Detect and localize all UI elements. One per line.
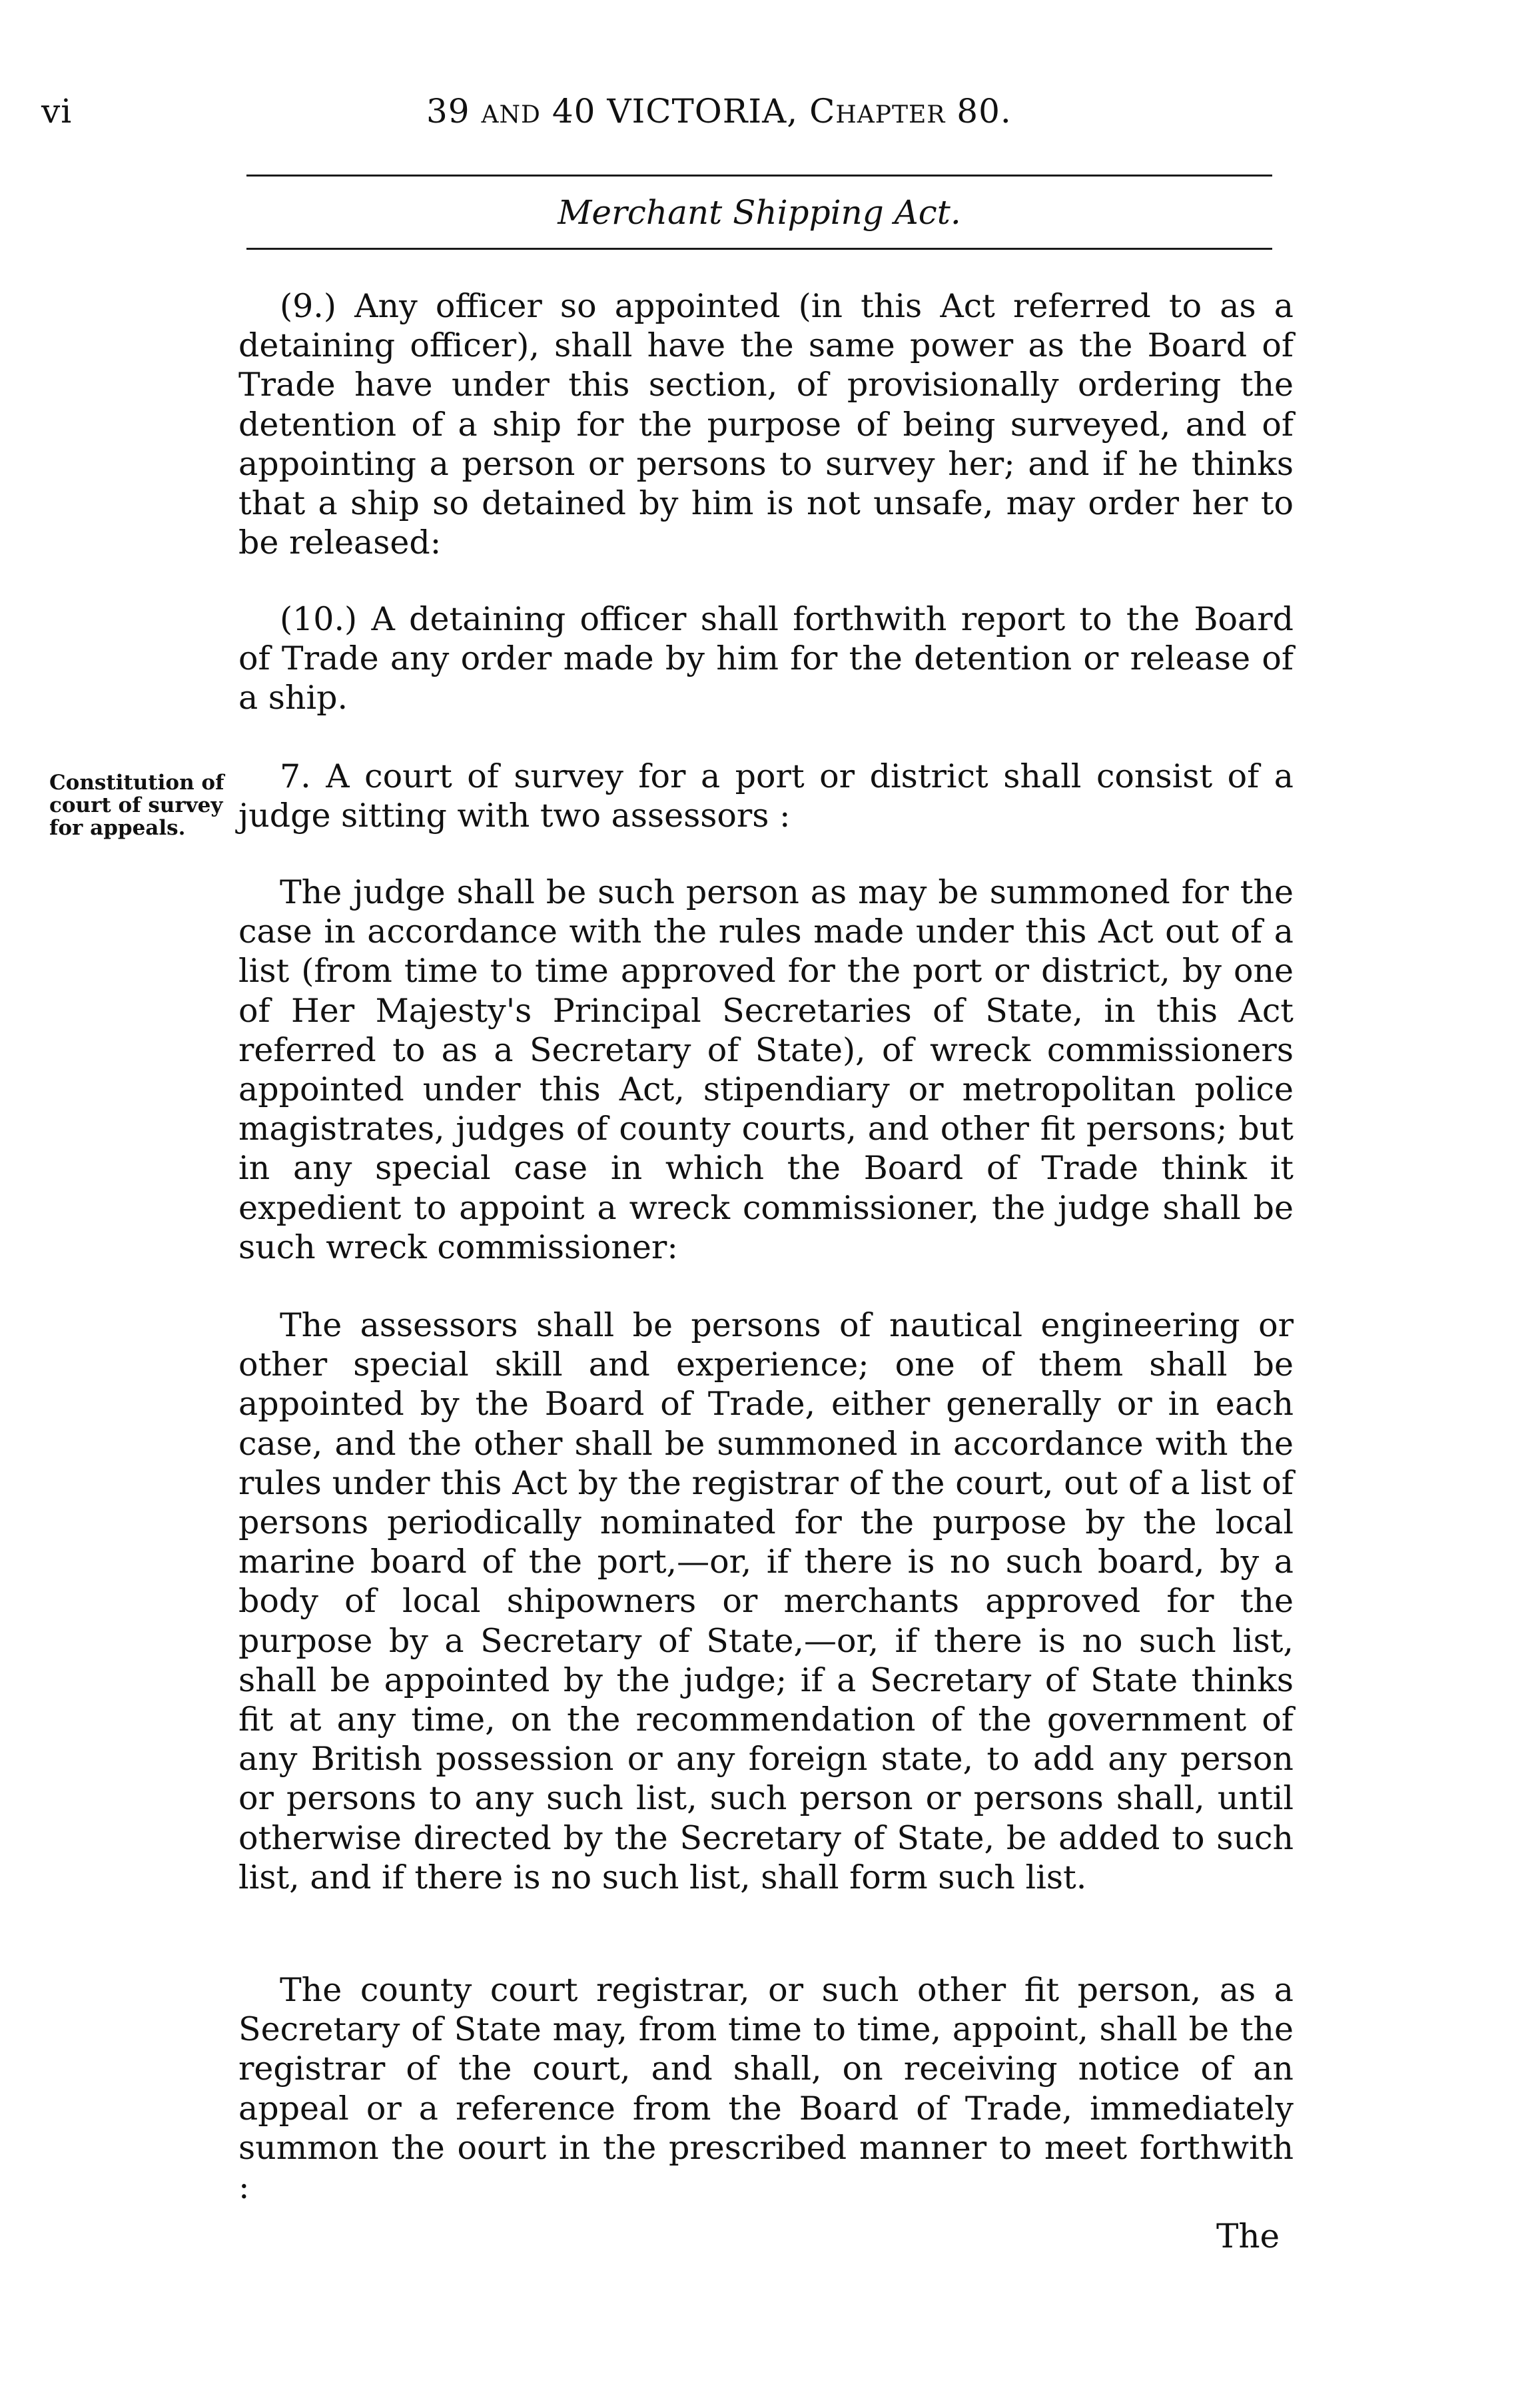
section-7-paragraph: 7. A court of survey for a port or district shall consist of a judge sitting with two assessors : bbox=[238, 757, 1294, 835]
catchword: The bbox=[1216, 2217, 1280, 2255]
title-mid: 40 VICTORIA, C bbox=[552, 92, 836, 131]
body-text-3 bbox=[238, 757, 1294, 835]
page-number: vi bbox=[41, 92, 73, 131]
running-head bbox=[426, 92, 1012, 131]
title-suffix: 80. bbox=[957, 92, 1012, 131]
registrar-paragraph: The county court registrar, or such other fit person, as a Secretary of State may, from time to time, appoint, shall be the registrar of the court, and shall, on receiving notice of an appeal or a reference from the Board of Trade, immediately summon the oourt in the prescribed manner to meet forthwith : bbox=[238, 1971, 1294, 2207]
page-subtitle: Merchant Shipping Act. bbox=[558, 193, 961, 232]
body-text-2 bbox=[238, 599, 1294, 718]
judge-paragraph: The judge shall be such person as may be summoned for the case in accordance with the rules made under this Act out of a list (from time to time approved for the port or district, by one of Her Majesty's Principal Secretaries of State, in this Act referred to as a Secretary of State), of wreck commissioners appointed under this Act, stipendiary or metropolitan police magistrates, judges of county courts, and other fit persons; but in any special case in which the Board of Trade think it expedient to appoint a wreck commissioner, the judge shall be such wreck commissioner: bbox=[238, 873, 1294, 1266]
header-rule-bottom bbox=[246, 248, 1272, 250]
header-rule-top bbox=[246, 175, 1272, 177]
assessors-paragraph: The assessors shall be persons of nautical engineering or other special skill and experience; one of them shall be appointed by the Board of Trade, either generally or in each case, and the other shall be summoned in accordance with the rules under this Act by the registrar of the court, out of a list of persons periodically nominated for the purpose by the local marine board of the port,—or, if there is no such board, by a body of local shipowners or merchants approved for the purpose by a Secretary of State,—or, if there is no such list, shall be appointed by the judge; if a Secretary of State thinks fit at any time, on the recommendation of the government of any British possession or any foreign state, to add any person or persons to any such list, such person or persons shall, until otherwise directed by the Secretary of State, be added to such list, and if there is no such list, shall form such list. bbox=[238, 1306, 1294, 1896]
title-chapter: HAPTER bbox=[835, 101, 946, 129]
body-text bbox=[238, 286, 1294, 562]
paragraph-10: (10.) A detaining officer shall forthwith report to the Board of Trade any order made by him for the detention or release of a ship. bbox=[238, 600, 1294, 717]
marginal-note: Constitution of court of survey for appeals. bbox=[49, 771, 224, 840]
body-text-4 bbox=[238, 873, 1294, 1267]
body-text-6 bbox=[238, 1970, 1294, 2207]
paragraph-9: (9.) Any officer so appointed (in this Act referred to as a detaining officer), shall have the same power as the Board of Trade have under this section, of provisionally ordering the detention of a ship for the purpose of being surveyed, and of appointing a person or persons to survey her; and if he thinks that a ship so detained by him is not unsafe, may order her to be released: bbox=[238, 287, 1294, 562]
title-prefix: 39 bbox=[426, 92, 470, 131]
body-text-5 bbox=[238, 1306, 1294, 1897]
title-and: AND bbox=[481, 101, 541, 129]
